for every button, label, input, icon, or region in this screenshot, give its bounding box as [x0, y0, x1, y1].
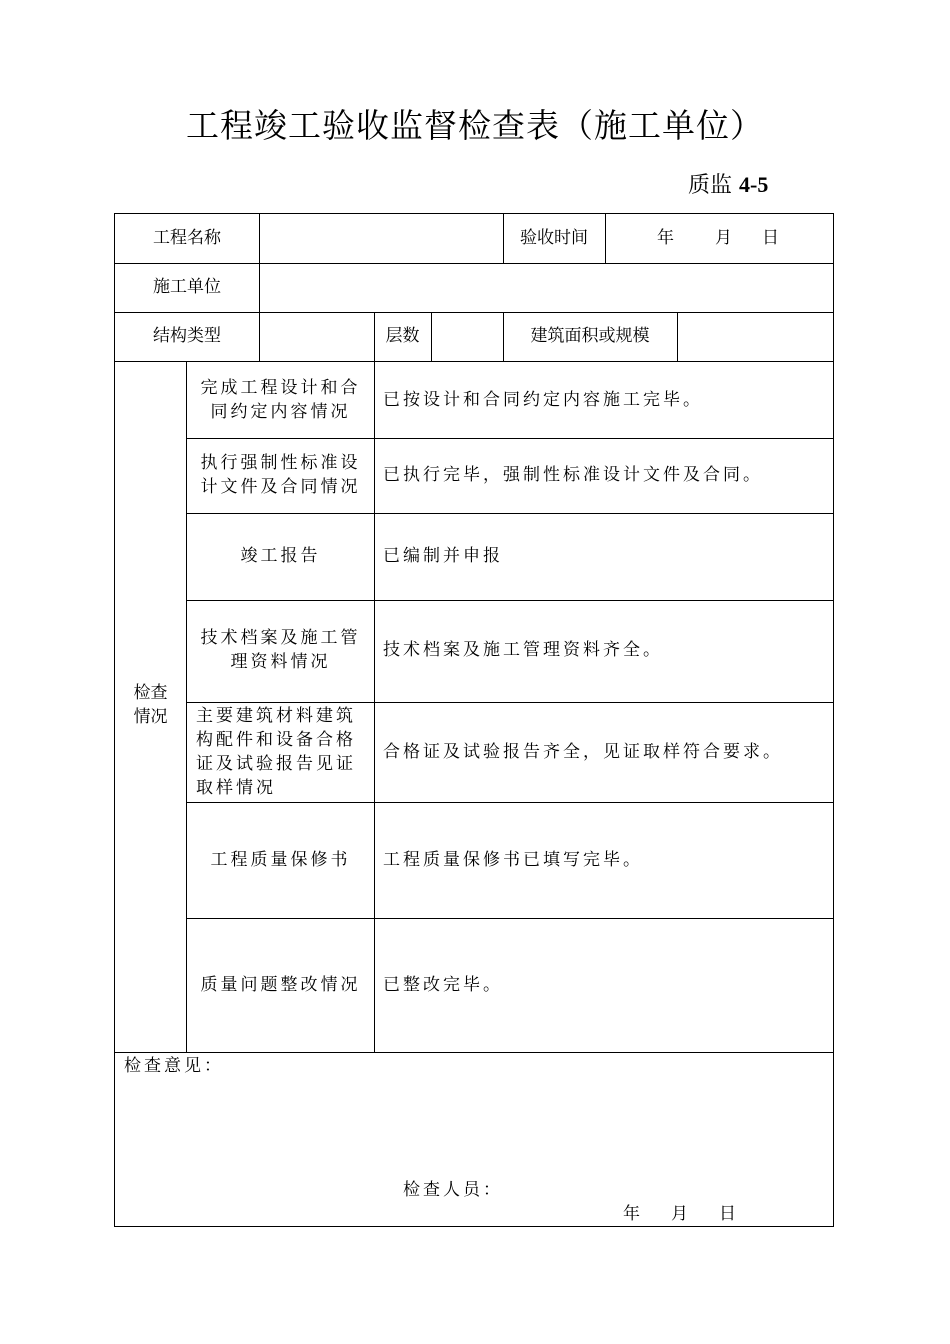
- inspection-opinion-field[interactable]: [124, 1080, 824, 1170]
- row-divider: [186, 600, 833, 601]
- inspection-item-content: 已执行完毕，强制性标准设计文件及合同。: [383, 465, 763, 485]
- row-divider: [186, 802, 833, 803]
- date-year-label: 年: [657, 228, 674, 248]
- row-divider: [186, 918, 833, 919]
- floors-value[interactable]: [432, 324, 502, 348]
- row-divider: [186, 702, 833, 703]
- structure-type-value[interactable]: [260, 324, 373, 348]
- inspection-opinion-label: 检查意见：: [124, 1056, 224, 1076]
- form-code-prefix: 质监: [688, 173, 733, 198]
- opinion-date-month: 月: [671, 1204, 688, 1224]
- inspection-item-content: 工程质量保修书已填写完毕。: [383, 850, 643, 870]
- inspection-item-label: 竣工报告: [240, 546, 321, 566]
- construction-unit-label: 施工单位: [153, 277, 221, 297]
- date-day-label: 日: [762, 228, 779, 248]
- row-divider: [115, 361, 833, 362]
- form-code: [688, 168, 768, 199]
- floors-label: 层数: [385, 326, 420, 346]
- inspection-item-content: 合格证及试验报告齐全，见证取样符合要求。: [383, 742, 783, 762]
- inspection-item-content: 已编制并申报: [383, 546, 503, 566]
- area-label: 建筑面积或规模: [530, 326, 650, 346]
- col-divider: [374, 361, 375, 1052]
- inspection-form-table: [114, 213, 834, 1227]
- opinion-date-year: 年: [623, 1204, 640, 1224]
- inspection-item-label: 执行强制性标准设 计文件及合同情况: [200, 453, 361, 497]
- page-title: 工程竣工验收监督检查表（施工单位）: [186, 106, 764, 145]
- form-code-number: 4-5: [739, 172, 769, 197]
- row-divider: [115, 263, 833, 264]
- construction-unit-value[interactable]: [260, 275, 832, 299]
- inspection-label-line1: 检查: [133, 683, 168, 703]
- inspection-label-line2: 情况: [133, 707, 168, 727]
- inspection-item-content: 已按设计和合同约定内容施工完毕。: [383, 390, 703, 410]
- acceptance-time-label: 验收时间: [520, 228, 588, 248]
- inspection-section-label: [115, 681, 186, 729]
- inspection-item-label: 工程质量保修书: [210, 850, 351, 870]
- opinion-date-day: 日: [719, 1204, 736, 1224]
- inspection-item-label: 完成工程设计和合 同约定内容情况: [200, 378, 361, 422]
- project-name-value[interactable]: [260, 226, 502, 250]
- row-divider: [186, 438, 833, 439]
- area-value[interactable]: [678, 324, 832, 348]
- row-divider: [115, 1052, 833, 1053]
- inspection-item-label: 主要建筑材料建筑 构配件和设备合格 证及试验报告见证 取样情况: [196, 706, 356, 798]
- date-month-label: 月: [715, 228, 732, 248]
- col-divider: [605, 214, 606, 263]
- row-divider: [115, 312, 833, 313]
- inspection-item-label: 技术档案及施工管 理资料情况: [200, 628, 361, 672]
- structure-type-label: 结构类型: [153, 326, 221, 346]
- inspection-item-content: 已整改完毕。: [383, 975, 503, 995]
- inspector-label: 检查人员：: [403, 1180, 503, 1200]
- inspection-item-label: 质量问题整改情况: [200, 975, 361, 995]
- project-name-label: 工程名称: [153, 228, 221, 248]
- row-divider: [186, 513, 833, 514]
- inspection-item-content: 技术档案及施工管理资料齐全。: [383, 640, 663, 660]
